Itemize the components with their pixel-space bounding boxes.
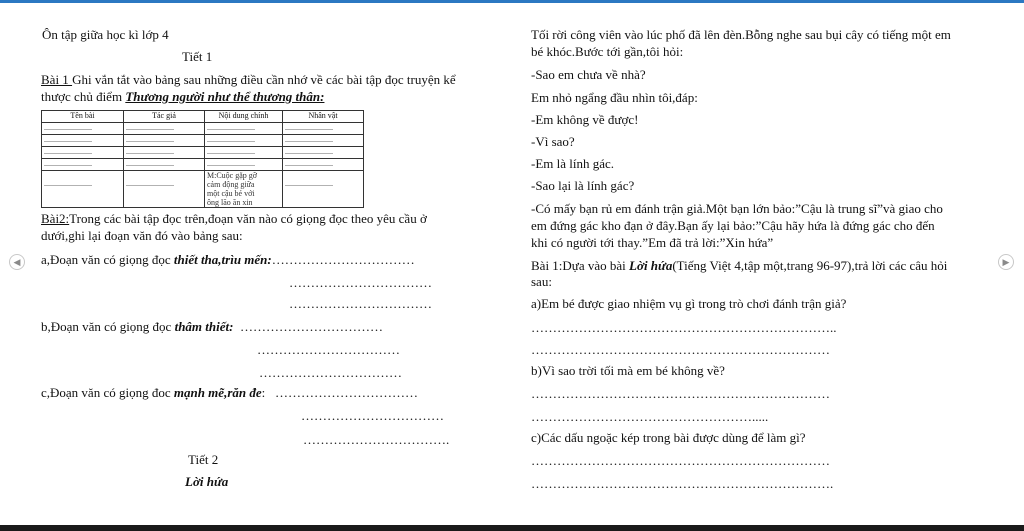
- table-cell[interactable]: ........................: [124, 159, 205, 171]
- story-line-7: -Em là lính gác.: [531, 156, 615, 171]
- col-header-character: Nhân vật: [283, 111, 364, 123]
- exercise-1-theme: Thương người như thể thương thân:: [125, 89, 325, 104]
- question-intro-title: Lời hứa: [629, 258, 673, 273]
- exercise-1-label: Bài 1: [41, 72, 73, 87]
- story-line-10: em đứng gác kho đạn ở đây.Bạn ấy lại bảo:”Cậu hãy hứa là đứng gác cho đến: [531, 218, 935, 233]
- table-cell[interactable]: ........................: [205, 147, 283, 159]
- chevron-left-icon: ◀: [13, 257, 21, 267]
- example-content-line: một cậu bé với: [207, 189, 255, 198]
- answer-b-blank[interactable]: ……………………………: [239, 319, 383, 334]
- answer-a-tone: thiết tha,trìu mến:: [173, 252, 272, 267]
- answer-c-line: [41, 385, 418, 401]
- story-line-5: -Em không về được!: [531, 112, 639, 127]
- story-line-4: Em nhỏ ngẩng đầu nhìn tôi,đáp:: [531, 90, 698, 105]
- answer-c-colon: :: [261, 385, 266, 400]
- answer-c-blank-2[interactable]: ……………………………: [301, 408, 444, 423]
- story-line-1: Tối rời công viên vào lúc phố đã lên đèn.Bỗng nghe sau bụi cây có tiếng một em: [531, 27, 951, 42]
- question-intro-rest: (Tiếng Việt 4,tập một,trang 96-97),trả lời các câu hỏi: [672, 258, 948, 273]
- table-row: [42, 135, 364, 147]
- question-c: c)Các dấu ngoặc kép trong bài được dùng để làm gì?: [531, 430, 806, 445]
- table-cell[interactable]: ........................: [42, 171, 124, 208]
- table-row: [42, 159, 364, 171]
- answer-a-blank[interactable]: ……………………………: [271, 252, 415, 267]
- table-cell[interactable]: ........................: [124, 135, 205, 147]
- answer-b-tone: thâm thiết:: [174, 319, 234, 334]
- table-cell[interactable]: ........................: [283, 159, 364, 171]
- table-cell[interactable]: ........................: [205, 135, 283, 147]
- question-intro-line: [531, 258, 947, 274]
- answer-b-blank-3[interactable]: ……………………………: [259, 365, 402, 380]
- answer-line-c1[interactable]: ……………………………………………………………: [531, 453, 830, 468]
- lesson-1-heading: Tiết 1: [182, 49, 213, 64]
- chevron-right-icon: ▶: [1002, 257, 1010, 267]
- exercise-2-line-1: [41, 211, 427, 227]
- window-bottom-bar: [0, 525, 1024, 531]
- exercise-2-label: Bài2:: [41, 211, 70, 226]
- example-content-line: M:Cuộc gặp gỡ: [207, 171, 258, 180]
- table-cell[interactable]: ........................: [205, 123, 283, 135]
- example-content-cell[interactable]: [205, 171, 283, 208]
- table-cell[interactable]: ........................: [283, 147, 364, 159]
- exercise-1-line-1: [41, 72, 456, 88]
- worksheet-header: Ôn tập giữa học kì lớp 4: [42, 27, 169, 42]
- story-line-8: -Sao lại là lính gác?: [531, 178, 635, 193]
- table-row: [42, 171, 364, 208]
- answer-line-a2[interactable]: ……………………………………………………………: [531, 342, 830, 357]
- question-b: b)Vì sao trời tối mà em bé không về?: [531, 363, 725, 378]
- exercise-2-text: Trong các bài tập đọc trên,đoạn văn nào có giọng đọc theo yêu cầu ở: [69, 211, 427, 226]
- answer-line-b2[interactable]: …………………………………………….....: [531, 409, 769, 424]
- table-cell[interactable]: ........................: [42, 159, 124, 171]
- example-content-line: ông lão ăn xin: [207, 198, 253, 207]
- answer-line-a1[interactable]: ……………………………………………………………..: [531, 320, 837, 335]
- answer-c-blank[interactable]: ……………………………: [275, 385, 418, 400]
- table-cell[interactable]: ........................: [283, 135, 364, 147]
- table-cell[interactable]: ........................: [124, 123, 205, 135]
- answer-b-label: b,Đoạn văn có giọng đọc: [41, 319, 175, 334]
- table-cell[interactable]: ........................: [283, 123, 364, 135]
- question-intro-cont: sau:: [531, 274, 552, 289]
- table-cell[interactable]: ........................: [42, 135, 124, 147]
- lesson-2-title: Lời hứa: [185, 474, 229, 489]
- answer-c-label: c,Đoạn văn có giọng đoc: [41, 385, 174, 400]
- table-cell[interactable]: ........................: [42, 147, 124, 159]
- answer-a-label: a,Đoạn văn có giọng đọc: [41, 252, 174, 267]
- table-cell[interactable]: ........................: [205, 159, 283, 171]
- answer-b-blank-2[interactable]: ……………………………: [257, 342, 400, 357]
- question-intro-prefix: Bài 1:Dựa vào bài: [531, 258, 630, 273]
- col-header-content: Nội dung chính: [205, 111, 283, 123]
- story-line-9: -Có mấy bạn rủ em đánh trận giả.Một bạn lớn bảo:”Cậu là trung sĩ”và giao cho: [531, 201, 943, 216]
- lesson-2-heading: Tiết 2: [188, 452, 219, 467]
- table-cell[interactable]: ........................: [124, 147, 205, 159]
- answer-line-b1[interactable]: ……………………………………………………………: [531, 386, 830, 401]
- next-page-button[interactable]: [998, 254, 1014, 270]
- answer-a-line: [41, 252, 415, 268]
- answer-a-blank-2[interactable]: ……………………………: [289, 275, 432, 290]
- exercise-1-line-2: [41, 89, 324, 105]
- story-line-3: -Sao em chưa về nhà?: [531, 67, 646, 82]
- table-cell[interactable]: ........................: [124, 171, 205, 208]
- exercise-1-text-cont: thược chủ điểm: [41, 89, 126, 104]
- exercise-2-line-2: dưới,ghi lại đoạn văn đó vào bảng sau:: [41, 228, 243, 243]
- table-cell[interactable]: ........................: [283, 171, 364, 208]
- table-header-row: [42, 111, 364, 123]
- answer-b-line: [41, 319, 383, 335]
- table-row: [42, 123, 364, 135]
- answer-c-tone: mạnh mẽ,răn đe: [173, 385, 262, 400]
- table-cell[interactable]: ........................: [42, 123, 124, 135]
- story-line-11: khi có người tới thay.”Em đã trả lời:”Xin hứa”: [531, 235, 774, 250]
- answer-a-blank-3[interactable]: ……………………………: [289, 296, 432, 311]
- col-header-title: Tên bài: [42, 111, 124, 123]
- exercise-1-text: Ghi vắn tắt vào bảng sau những điều cần nhớ về các bài tập đọc truyện kể: [72, 72, 456, 87]
- answer-c-blank-3[interactable]: …………………………….: [303, 432, 450, 447]
- answer-line-c2[interactable]: …………………………………………………………….: [531, 476, 834, 491]
- col-header-author: Tác giả: [124, 111, 205, 123]
- question-a: a)Em bé được giao nhiệm vụ gì trong trò chơi đánh trận giả?: [531, 296, 847, 311]
- story-line-2: bé khóc.Bước tới gần,tôi hỏi:: [531, 44, 684, 59]
- prev-page-button[interactable]: [9, 254, 25, 270]
- table-row: [42, 147, 364, 159]
- story-line-6: -Vì sao?: [531, 134, 575, 149]
- summary-table: [41, 110, 364, 208]
- example-content-line: cảm động giữa: [207, 180, 255, 189]
- window-top-bar: [0, 0, 1024, 3]
